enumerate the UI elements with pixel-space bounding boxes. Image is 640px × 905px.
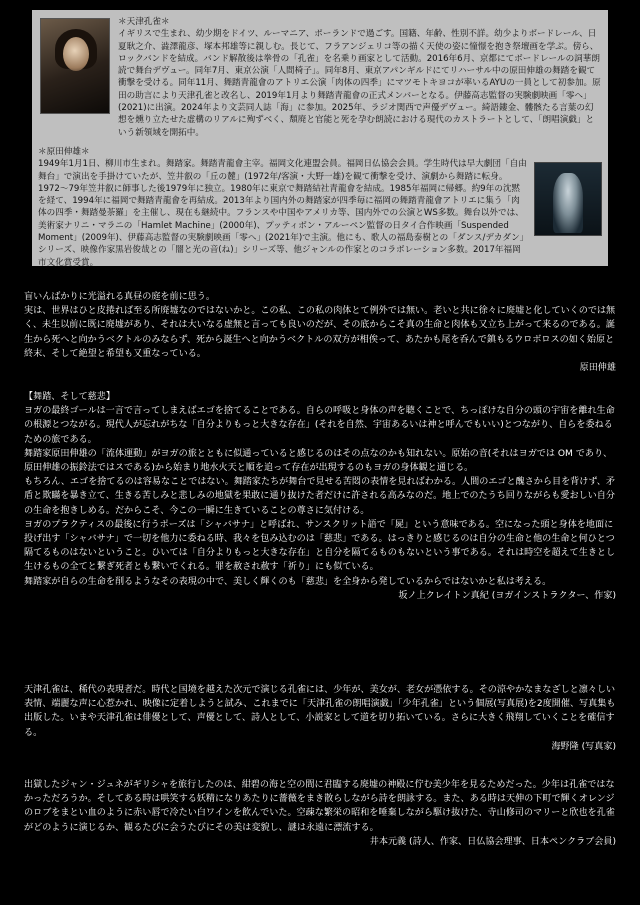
essay-imoto [24, 778, 616, 849]
essay-paragraph: 実は、世界はひと皮捲れば至る所廃墟なのではないかと。この私、この私の肉体とて例外では無い。老いと共に徐々に廃墟と化していくのでは無く、未生以前に既に廃墟があり、それは大いなる虚無と言っても良いのだが、その底からこそ真の生命と肉体も又立ち上がって来るのである。誕生から死へと向かうベクトルのみならず、死から誕生へと向かうベクトルの双方が相俟って、あたかも尾を呑んで鎮もるウロボロスの如く始原と終末、そして絶望と希望も又重なっている。 [24, 306, 616, 359]
harada-bio [38, 146, 528, 269]
essay-paragraph: ヨガの最終ゴールは一言で言ってしまえばエゴを捨てることである。自らの呼吸と身体の声を聴くことで、ちっぽけな自分の頭の宇宙を離れ生命の根源とつながる。現代人が忘れがちな「自分よりもっと大きな存在」(それを自然、宇宙あるいは神と呼んでもいい)とつながり、自らを委ねるための旅である。 [24, 406, 615, 445]
essay-paragraph: 盲いんばかりに光溢れる真昼の庭を前に思う。 [24, 292, 215, 302]
dancer-figure [553, 173, 583, 233]
essay-signature: 坂ノ上クレイトン真紀 (ヨガインストラクター、作家) [398, 590, 616, 601]
essay-signature: 海野隆 (写真家) [551, 741, 616, 752]
essay-paragraph: ヨガのプラクティスの最後に行うポーズは「シャバサナ」と呼ばれ、サンスクリット語で「屍」という意味である。空になった頭と身体を地面に投げ出す「シャバサナ」で一切を他力に委ねる時、我々を包み込むのは「慈悲」である。はっきりと感じるのは自分の生命と他の生命と何ひとつ隔てるものはないということ。ひいては「自分よりもっと大きな存在」と自分を隔てるものもないという事である。それは時空を超えて生きとし生けるもの全てと繋ぎ死者とも繋いでくれる。罪を赦され赦す「祈り」にも似ている。 [24, 519, 616, 573]
harada-nobuo-photo [534, 162, 602, 236]
amatsu-bio [118, 16, 602, 139]
essay-paragraph: 舞踏家原田伸雄の「流体運動」がヨガの旅とともに似通っていると感じるのはその点なのかも知れない。原始の音(それはヨガでは OM であり、原田伸雄の振鈴法ではスである)から始まり地水火天と順を追って存在が出現するのもヨガの身体観と通じる。 [24, 448, 613, 474]
essay-paragraph: もちろん、エゴを捨てるのは容易なことではない。舞踏家たちが舞台で見せる苦悶の表情を見ればわかる。人間のエゴと醜さから目を背けず、矛盾と欺瞞を暴き立て、生きる苦しみと悲しみの地獄を果敢に通り抜けた者だけに許される高みなのだ。地上でのたうち回りながらも愛おしい自分の生命を抱きしめる。だからこそ、今この一瞬に生きていることの尊さに気付ける。 [24, 477, 615, 516]
essay-unno [24, 683, 616, 754]
essay-signature: 井本元義 (詩人、作家、日仏協会理事、日本ペンクラブ会員) [369, 836, 616, 847]
harada-bio-text: 1949年1月1日、柳川市生まれ。舞踏家。舞踏青龍會主宰。福岡文化連盟会員。福岡日仏協会会員。学生時代は早大劇団「自由舞台」で演出を手掛けていたが、笠井叡の「丘の麓」(1972年/客演・大野一雄)を観て衝撃を受け、演劇から舞踏に転身。1972〜79年笠井叡に師事した後1979年に独立。1980年に東京で舞踏結社青龍會を結成。1985年福岡に帰郷。約9年の沈黙を経て、1994年に福岡で舞踏青龍會を再結成。2013年より国内外の舞踏家が四季毎に福岡の舞踏青龍會アトリエに集う「肉体の四季・舞踏曼荼羅」を主催し、現在も継続中。フランスや中国やアメリカ等、国内外での公演とWS多数。舞台以外では、美術家ナリニ・マラニの「Hamlet Machine」(2000年)、プッティボン・アルーペン監督の日タイ合作映画「Suspended Moment」(2009年)、伊藤高志監督の実験劇映画「零へ」(2021年)で主演。他にも、歌人の福島泰樹との「ダンス/デカダン」シリーズ、映像作家黒岩俊哉との「闇と光の音(ね)」シリーズ等、他ジャンルの作家とのコラボレーション多数。2017年福岡市文化賞受賞。 [38, 159, 527, 268]
essay-paragraph: 舞踏家が自らの生命を削るようなその表現の中で、美しく輝くのも「慈悲」を全身から発しているからではないかと私は考える。 [24, 576, 552, 587]
amatsu-heading: ＊天津孔雀＊ [118, 17, 170, 27]
amatsu-kujaku-photo [40, 18, 110, 114]
essay-harada [24, 290, 616, 375]
biography-box [32, 10, 608, 266]
essay-signature: 原田伸雄 [579, 363, 616, 374]
portrait-face [63, 37, 89, 71]
essay-paragraph: 出獄したジャン・ジュネがギリシャを旅行したのは、紺碧の海と空の間に君臨する廃墟の神殿に佇む美少年を見るためだった。少年は孔雀ではなかっただろうか。そしてある時は哄笑する妖精になりあたりに薔薇をまき散らしながら詩を朗詠する。また、ある時は天伸の下町で輝くオレンジのロブをまとい血のように赤い唇で冷たい白ワインを飲んでいた。空疎な繁栄の昭和を唾棄しながら駆け抜けた、寺山修司のマリーと欣也を孔雀がどのように演じるか、観るたびに会うたびにその美は変貌し、謎は永遠に漂流する。 [24, 780, 615, 833]
amatsu-bio-text: イギリスで生まれ、幼少期をドイツ、ルーマニア、ポーランドで過ごす。国籍、年齢、性別不詳。幼少よりボードレール、日夏耿之介、澁澤龍彦、塚本邦雄等に親しむ。長じて、フラアンジェリコ等の描く天使の姿に憧憬を抱き祭壇画を学ぶ。傍ら、ロックバンドを結成。バンド解散後は拳骨の「孔雀」を名乗り画家として活動。2016年6月、京都にてボードレールの詞華朗読で舞台デヴュー。同年7月、東京公演「人間椅子」。同年8月、東京アパンギルドにてリハーサル中の原田伸雄の舞踏を観て衝撃を受ける。同年11月、舞踏青龍會のアトリエ公演「肉体の四季」にマツモトキヨコが率いるAYUの一員として初参加。原田の助言により天津孔雀と改名し、2019年1月より舞踏青龍會の正式メンバーとなる。伊藤高志監督の実験劇映画「零へ」(2021)に出演。2024年より文芸同人誌「海」に参加。2025年、ラジオ関西で声優デヴュー。綺語鏤金、髏骸たる言葉の幻想を燻り立たせた虚構のリアルに殉ずべく、頽廃と官能と死を孕む朗読における現代のカストラートとして、「朗唱演戯」という新領域を開拓中。 [118, 29, 601, 138]
harada-heading: ＊原田伸雄＊ [38, 147, 90, 157]
section-title: 【舞踏、そして慈悲】 [24, 392, 115, 402]
essay-sakanoue [24, 390, 616, 603]
essay-paragraph: 天津孔雀は、稀代の表現者だ。時代と国境を越えた次元で演じる孔雀には、少年が、美女が、老女が憑依する。その涼やかなまなざしと凛々しい表情、端麗な声に心惹かれ、映像に定着しようと試み、これまでに「天津孔雀の朗唱演戯」「少年孔雀」という個展(写真展)を2度開催、写真集も出版した。いまや天津孔雀は俳優として、声優として、詩人として、小説家として道を切り拓いている。さらに大きく飛翔していくことを確信する。 [24, 685, 616, 738]
